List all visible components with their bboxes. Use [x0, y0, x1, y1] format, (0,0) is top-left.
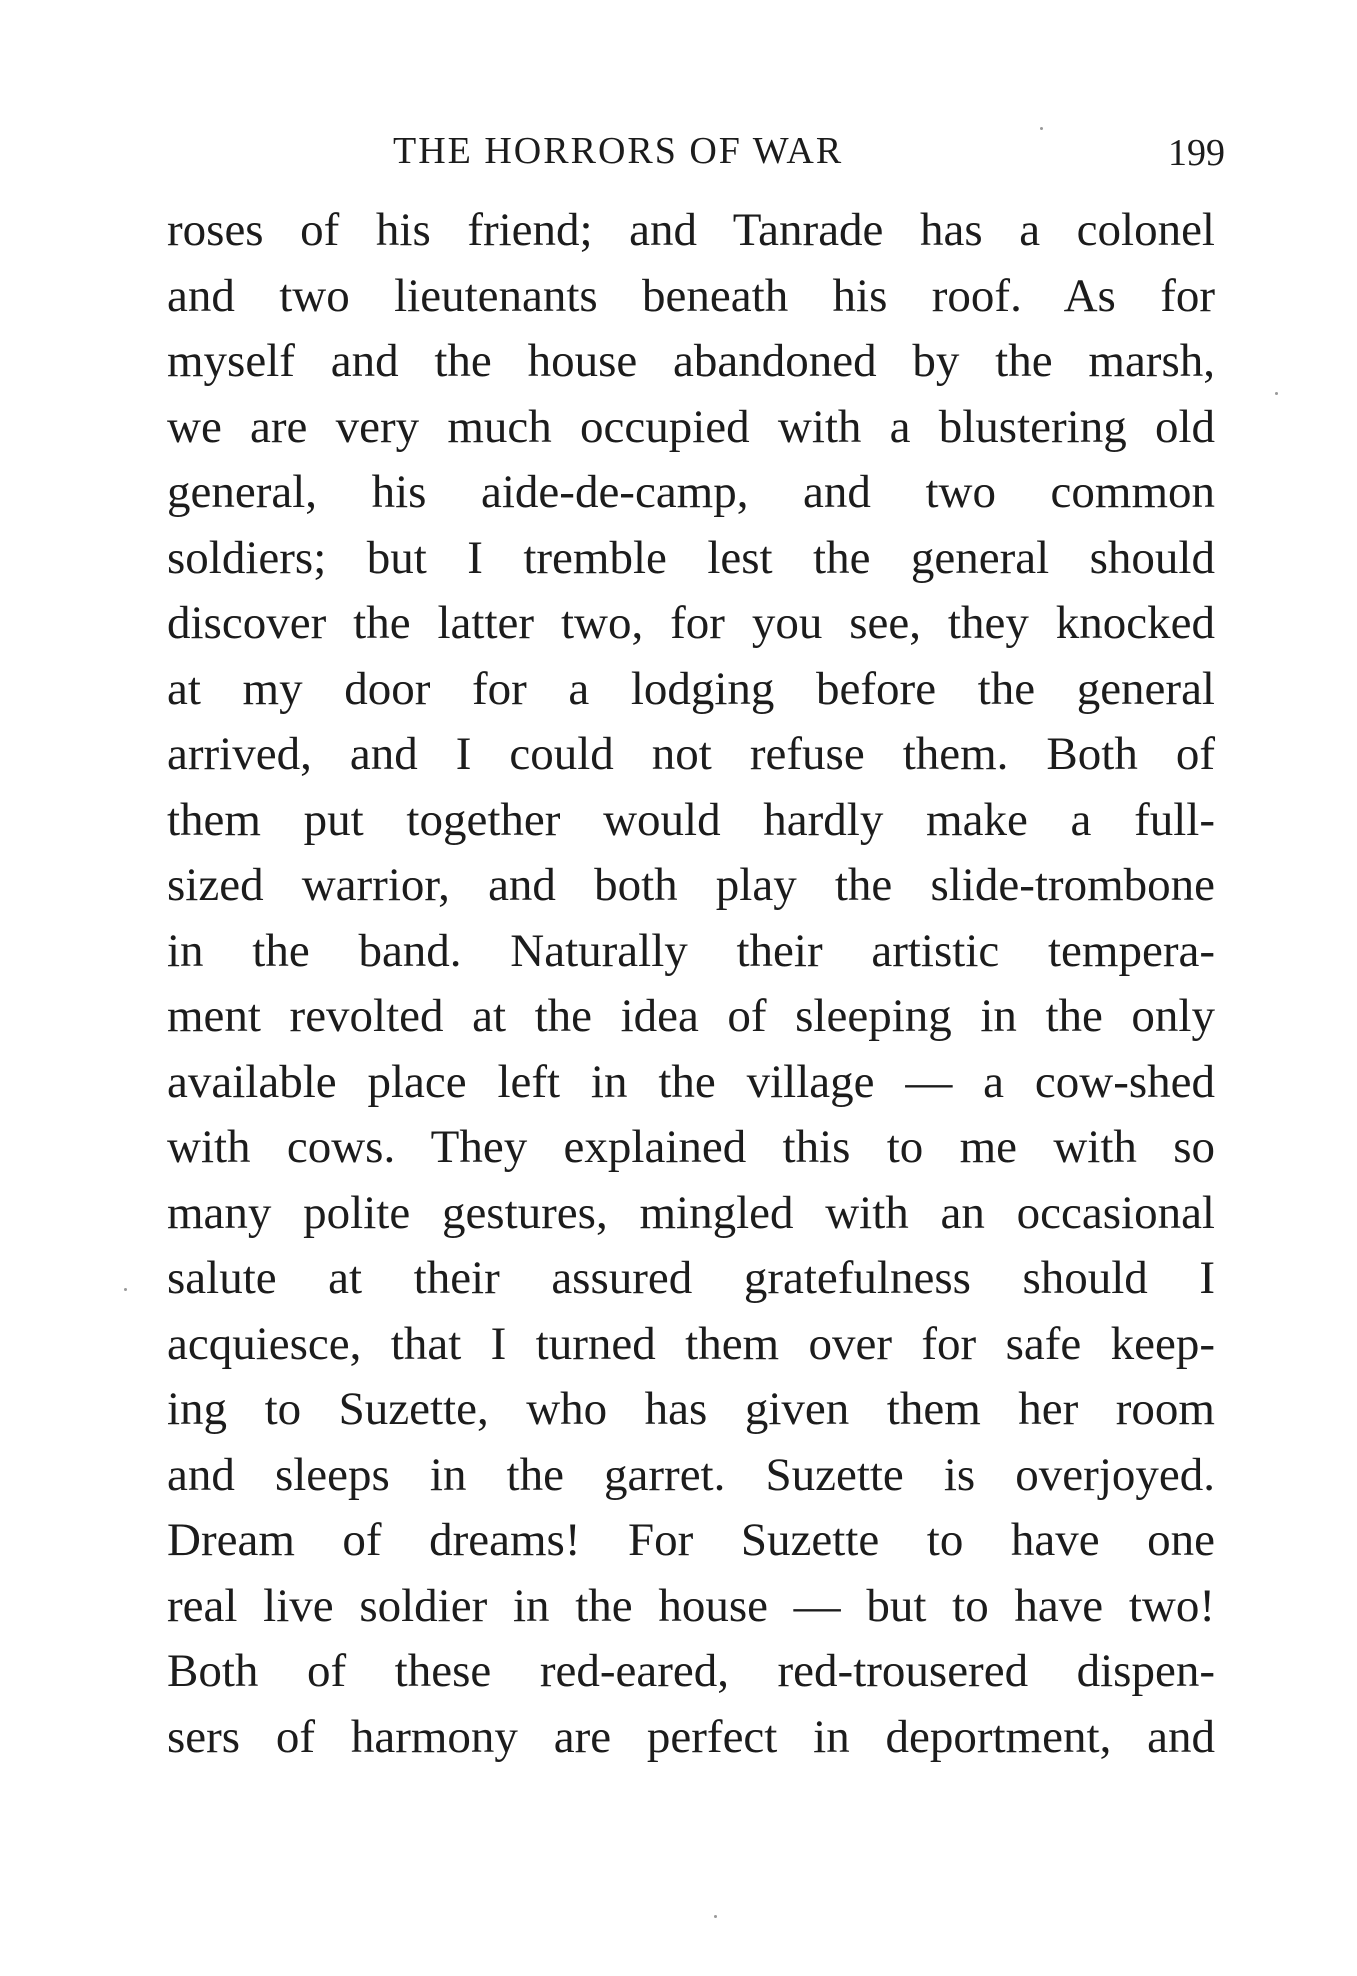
- text-line: in the band. Naturally their artistic tempera-: [167, 924, 1215, 977]
- text-line: many polite gestures, mingled with an occasional: [167, 1186, 1215, 1239]
- text-line: them put together would hardly make a full-: [167, 793, 1215, 846]
- page-number: 199: [1168, 132, 1225, 174]
- text-line: salute at their assured gratefulness should I: [167, 1252, 1215, 1304]
- scan-speck: [1040, 127, 1043, 130]
- text-line: ment revolted at the idea of sleeping in the only: [167, 990, 1215, 1042]
- text-line: roses of his friend; and Tanrade has a colonel: [167, 204, 1215, 256]
- text-line: and two lieutenants beneath his roof. As for: [167, 269, 1215, 322]
- running-title: THE HORRORS OF WAR: [393, 130, 844, 172]
- text-line: ing to Suzette, who has given them her room: [167, 1383, 1215, 1435]
- scan-speck: [714, 1915, 717, 1918]
- text-line: available place left in the village — a cow-shed: [167, 1055, 1215, 1108]
- scan-speck: [124, 1288, 127, 1291]
- text-line: discover the latter two, for you see, they knocked: [167, 597, 1215, 649]
- text-line: Dream of dreams! For Suzette to have one: [167, 1514, 1215, 1566]
- text-line: acquiesce, that I turned them over for safe keep-: [167, 1317, 1215, 1370]
- text-line: myself and the house abandoned by the marsh,: [167, 335, 1215, 387]
- text-line: soldiers; but I tremble lest the general should: [167, 531, 1215, 584]
- body-text: [167, 198, 1215, 1770]
- text-line: sers of harmony are perfect in deportment, and: [167, 1710, 1215, 1763]
- text-line: general, his aide-de-camp, and two common: [167, 466, 1215, 518]
- text-line: with cows. They explained this to me with so: [167, 1121, 1215, 1173]
- text-line: arrived, and I could not refuse them. Both of: [167, 728, 1215, 780]
- text-line: and sleeps in the garret. Suzette is overjoyed.: [167, 1448, 1215, 1501]
- text-line: Both of these red-eared, red-trousered dispen-: [167, 1645, 1215, 1697]
- text-line: we are very much occupied with a blustering old: [167, 400, 1215, 453]
- scan-speck: [1275, 392, 1278, 395]
- running-head: [0, 126, 1357, 176]
- text-line: real live soldier in the house — but to have two!: [167, 1579, 1215, 1632]
- text-line: at my door for a lodging before the general: [167, 662, 1215, 715]
- text-line: sized warrior, and both play the slide-trombone: [167, 859, 1215, 911]
